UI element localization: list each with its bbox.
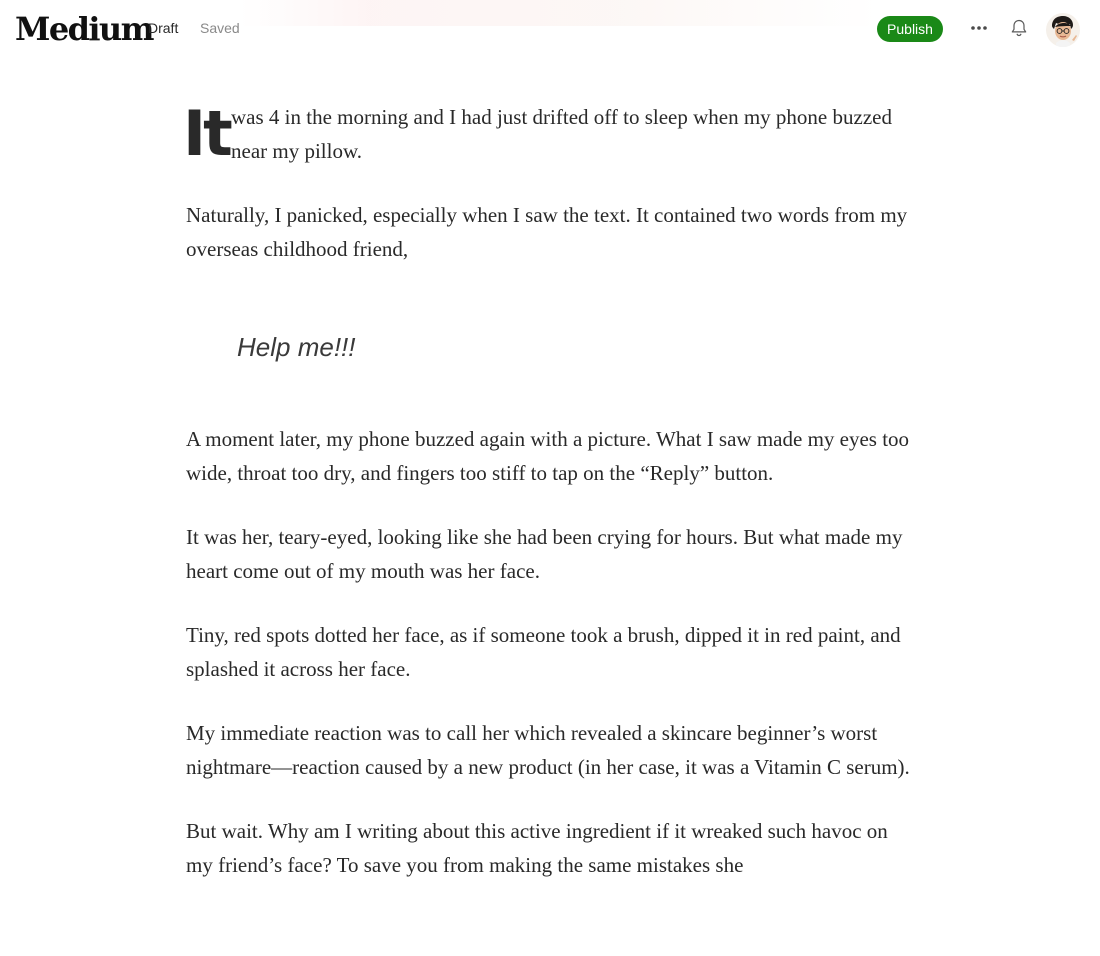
first-paragraph[interactable] [183, 97, 916, 170]
paragraph[interactable]: But wait. Why am I writing about this active ingredient if it wreaked such havoc on my friend’s face? To save you from making the same mistakes she [186, 819, 888, 877]
paragraph[interactable]: It was her, teary-eyed, looking like she had been crying for hours. But what made my heart come out of my mouth was her face. [186, 525, 903, 583]
pull-quote[interactable]: Help me!!! [237, 332, 356, 362]
notification-bell-icon[interactable] [1008, 17, 1030, 39]
saved-status: Saved [200, 20, 240, 36]
paragraph[interactable]: Tiny, red spots dotted her face, as if someone took a brush, dipped it in red paint, and splashed it across her face. [186, 623, 901, 681]
user-avatar[interactable] [1046, 13, 1080, 47]
publish-button[interactable]: Publish [877, 16, 943, 42]
draft-status: Draft [148, 20, 179, 36]
paragraph[interactable]: A moment later, my phone buzzed again with a picture. What I saw made my eyes too wide, throat too dry, and fingers too stiff to tap on the “Reply” button. [186, 427, 910, 485]
medium-logo[interactable]: Medium [15, 10, 153, 48]
article-body[interactable] [183, 97, 916, 912]
top-bar [0, 0, 1100, 58]
paragraph[interactable]: My immediate reaction was to call her which revealed a skincare beginner’s worst nightmare—reaction caused by a new product (in her case, it was a Vitamin C serum). [186, 721, 910, 779]
header-glow [240, 0, 880, 26]
first-paragraph-text: was 4 in the morning and I had just drifted off to sleep when my phone buzzed near my pillow. [231, 105, 892, 163]
drop-cap: It [183, 97, 230, 170]
more-options-icon[interactable] [968, 17, 990, 39]
paragraph[interactable]: Naturally, I panicked, especially when I saw the text. It contained two words from my overseas childhood friend, [186, 203, 908, 261]
